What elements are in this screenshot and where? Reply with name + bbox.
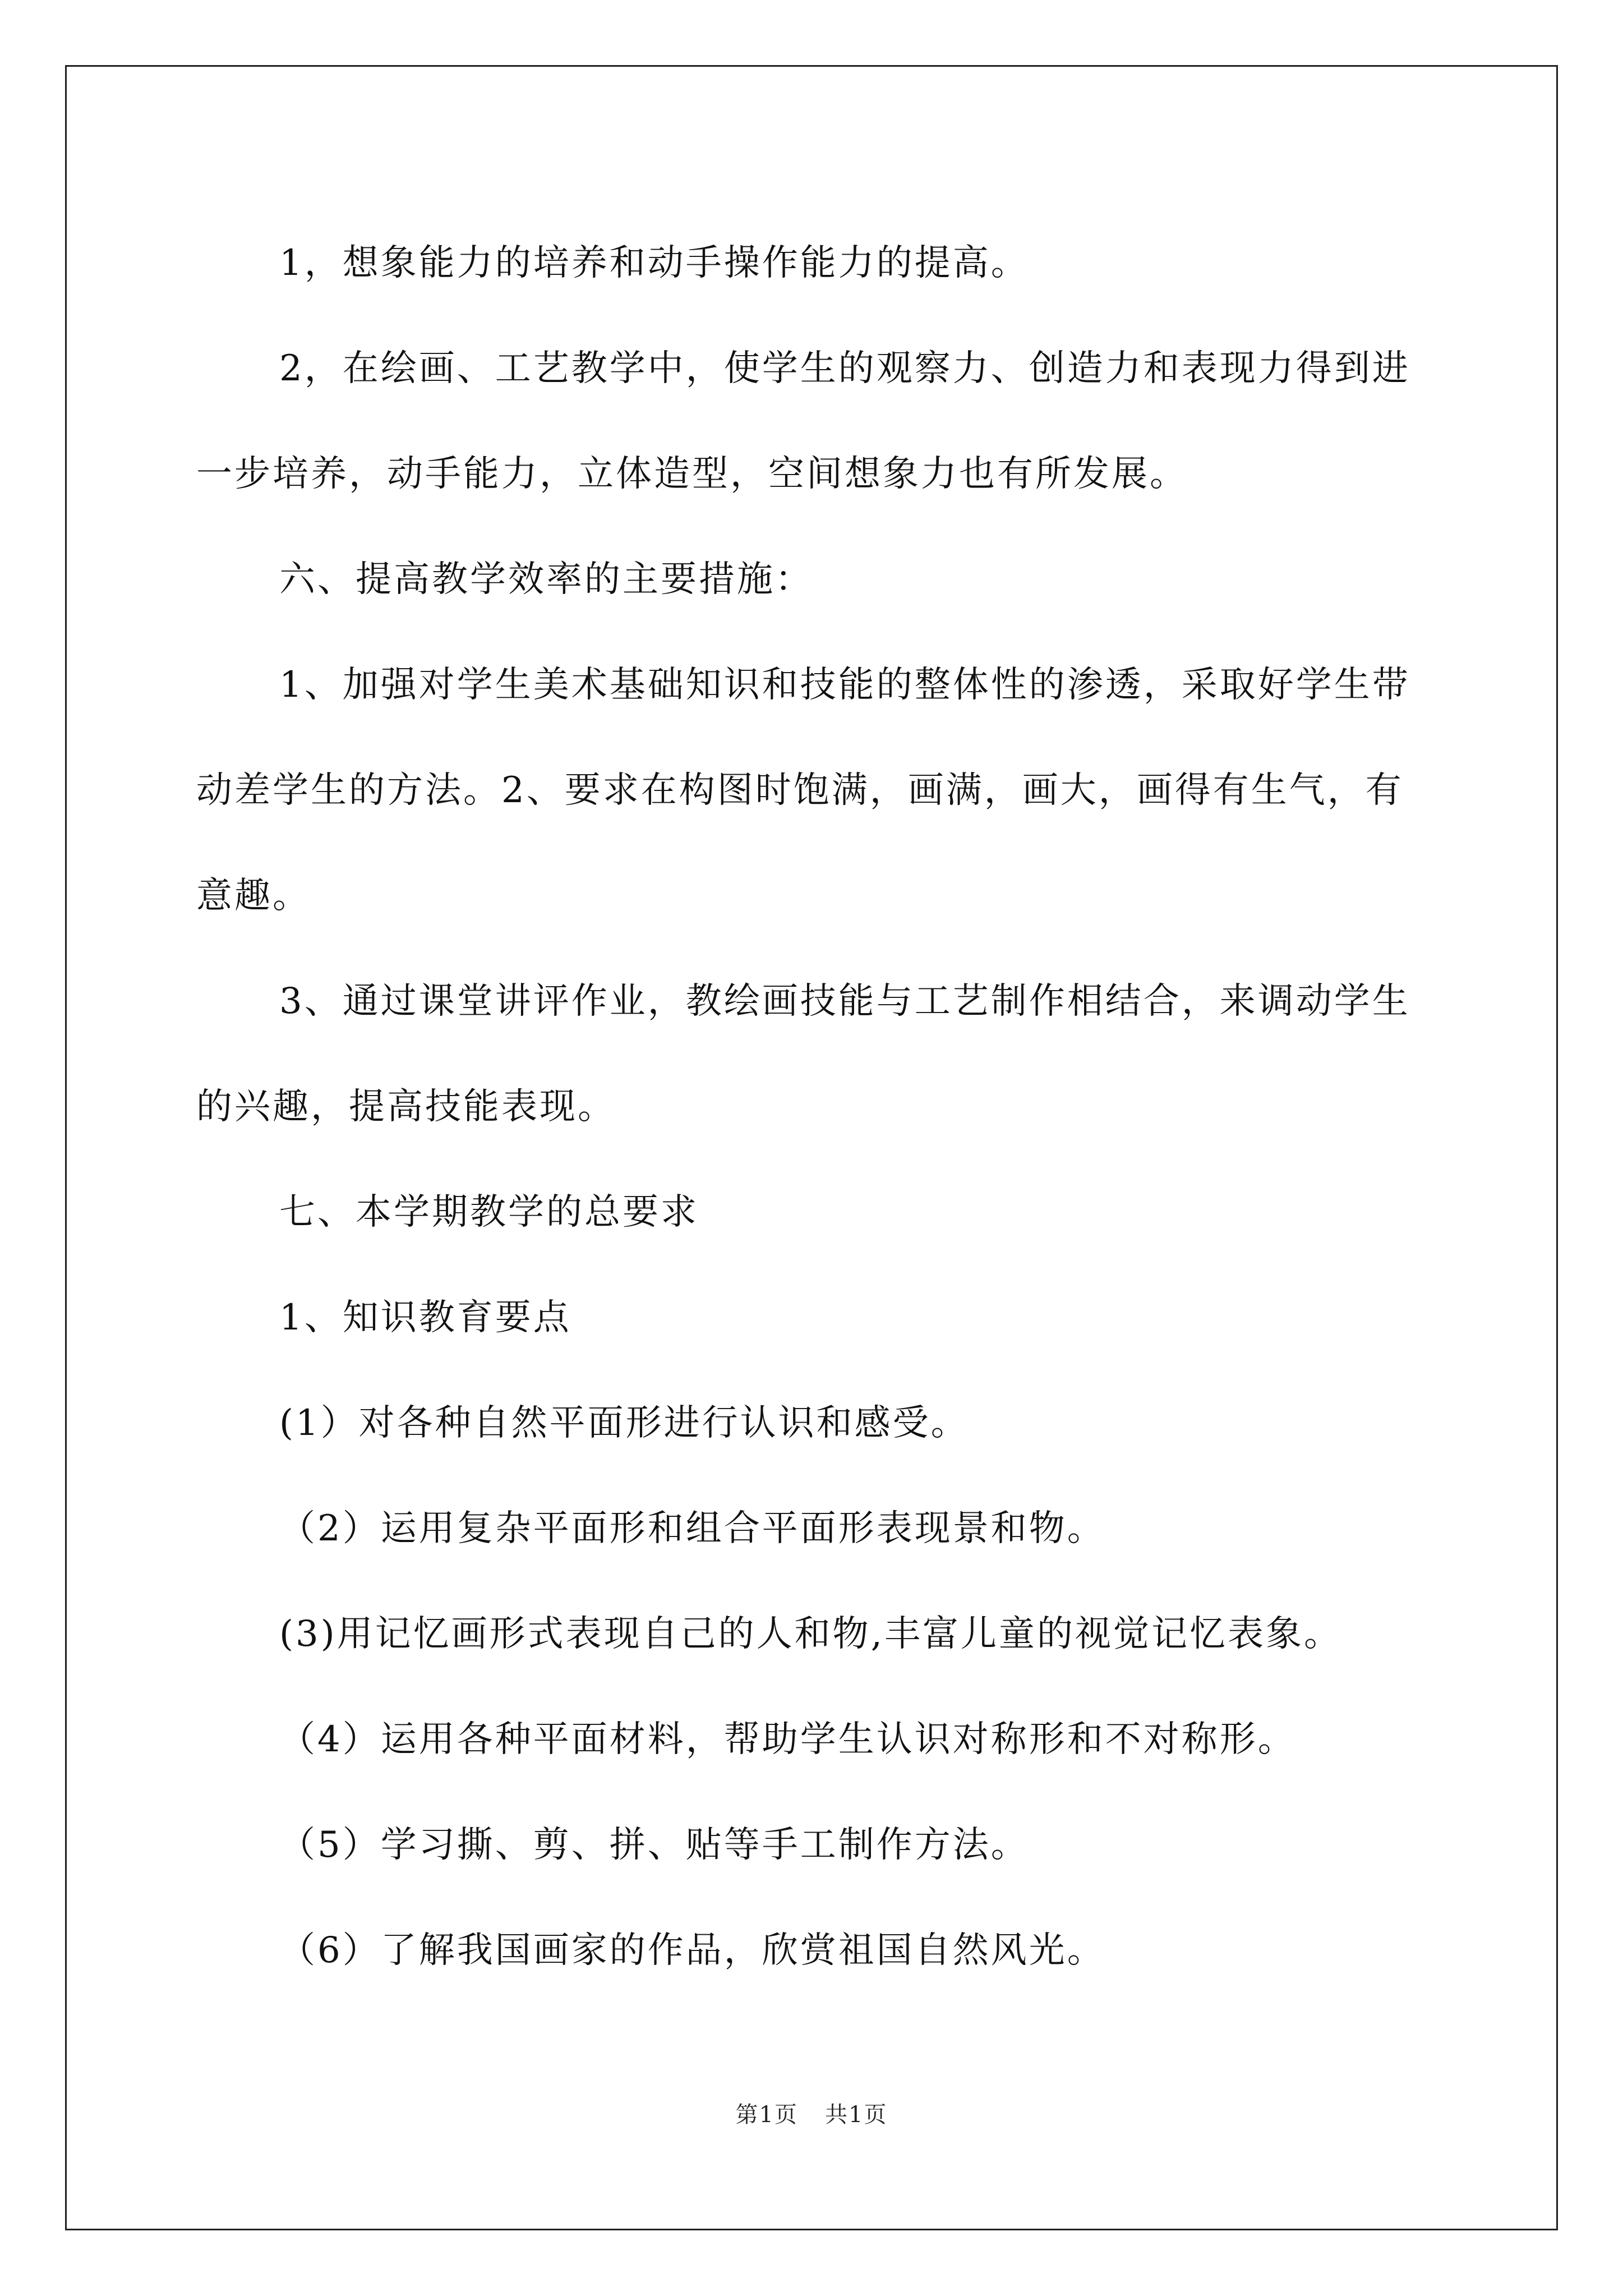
list-item: (1）对各种自然平面形进行认识和感受。: [279, 1402, 969, 1444]
page-footer: [0, 2097, 1623, 2129]
list-item: （6）了解我国画家的作品，欣赏祖国自然风光。: [279, 1930, 1105, 1971]
paragraph: 2，在绘画、工艺教学中，使学生的观察力、创造力和表现力得到进一步培养，动手能力，立体造型，空间想象力也有所发展。: [196, 348, 1410, 495]
list-item: (3)用记忆画形式表现自己的人和物,丰富儿童的视觉记忆表象。: [279, 1613, 1342, 1655]
paragraph: 1、加强对学生美术基础知识和技能的整体性的渗透，采取好学生带动差学生的方法。2、要求在构图时饱满，画满，画大，画得有生气，有意趣。: [196, 664, 1410, 917]
list-item: （4）运用各种平面材料，帮助学生认识对称形和不对称形。: [279, 1719, 1296, 1760]
document-body: [196, 210, 1430, 2003]
page-number: 第1页: [735, 2102, 798, 2128]
list-item: （2）运用复杂平面形和组合平面形表现景和物。: [279, 1508, 1105, 1549]
list-item: （5）学习撕、剪、拼、贴等手工制作方法。: [279, 1824, 1029, 1866]
page-total: 共1页: [825, 2102, 888, 2128]
paragraph: 3、通过课堂讲评作业，教绘画技能与工艺制作相结合，来调动学生的兴趣，提高技能表现。: [196, 981, 1410, 1128]
paragraph: 1，想象能力的培养和动手操作能力的提高。: [279, 242, 1029, 284]
subsection-heading: 1、知识教育要点: [279, 1297, 571, 1338]
section-heading: 六、提高教学效率的主要措施：: [279, 559, 813, 600]
section-heading: 七、本学期教学的总要求: [279, 1191, 699, 1233]
